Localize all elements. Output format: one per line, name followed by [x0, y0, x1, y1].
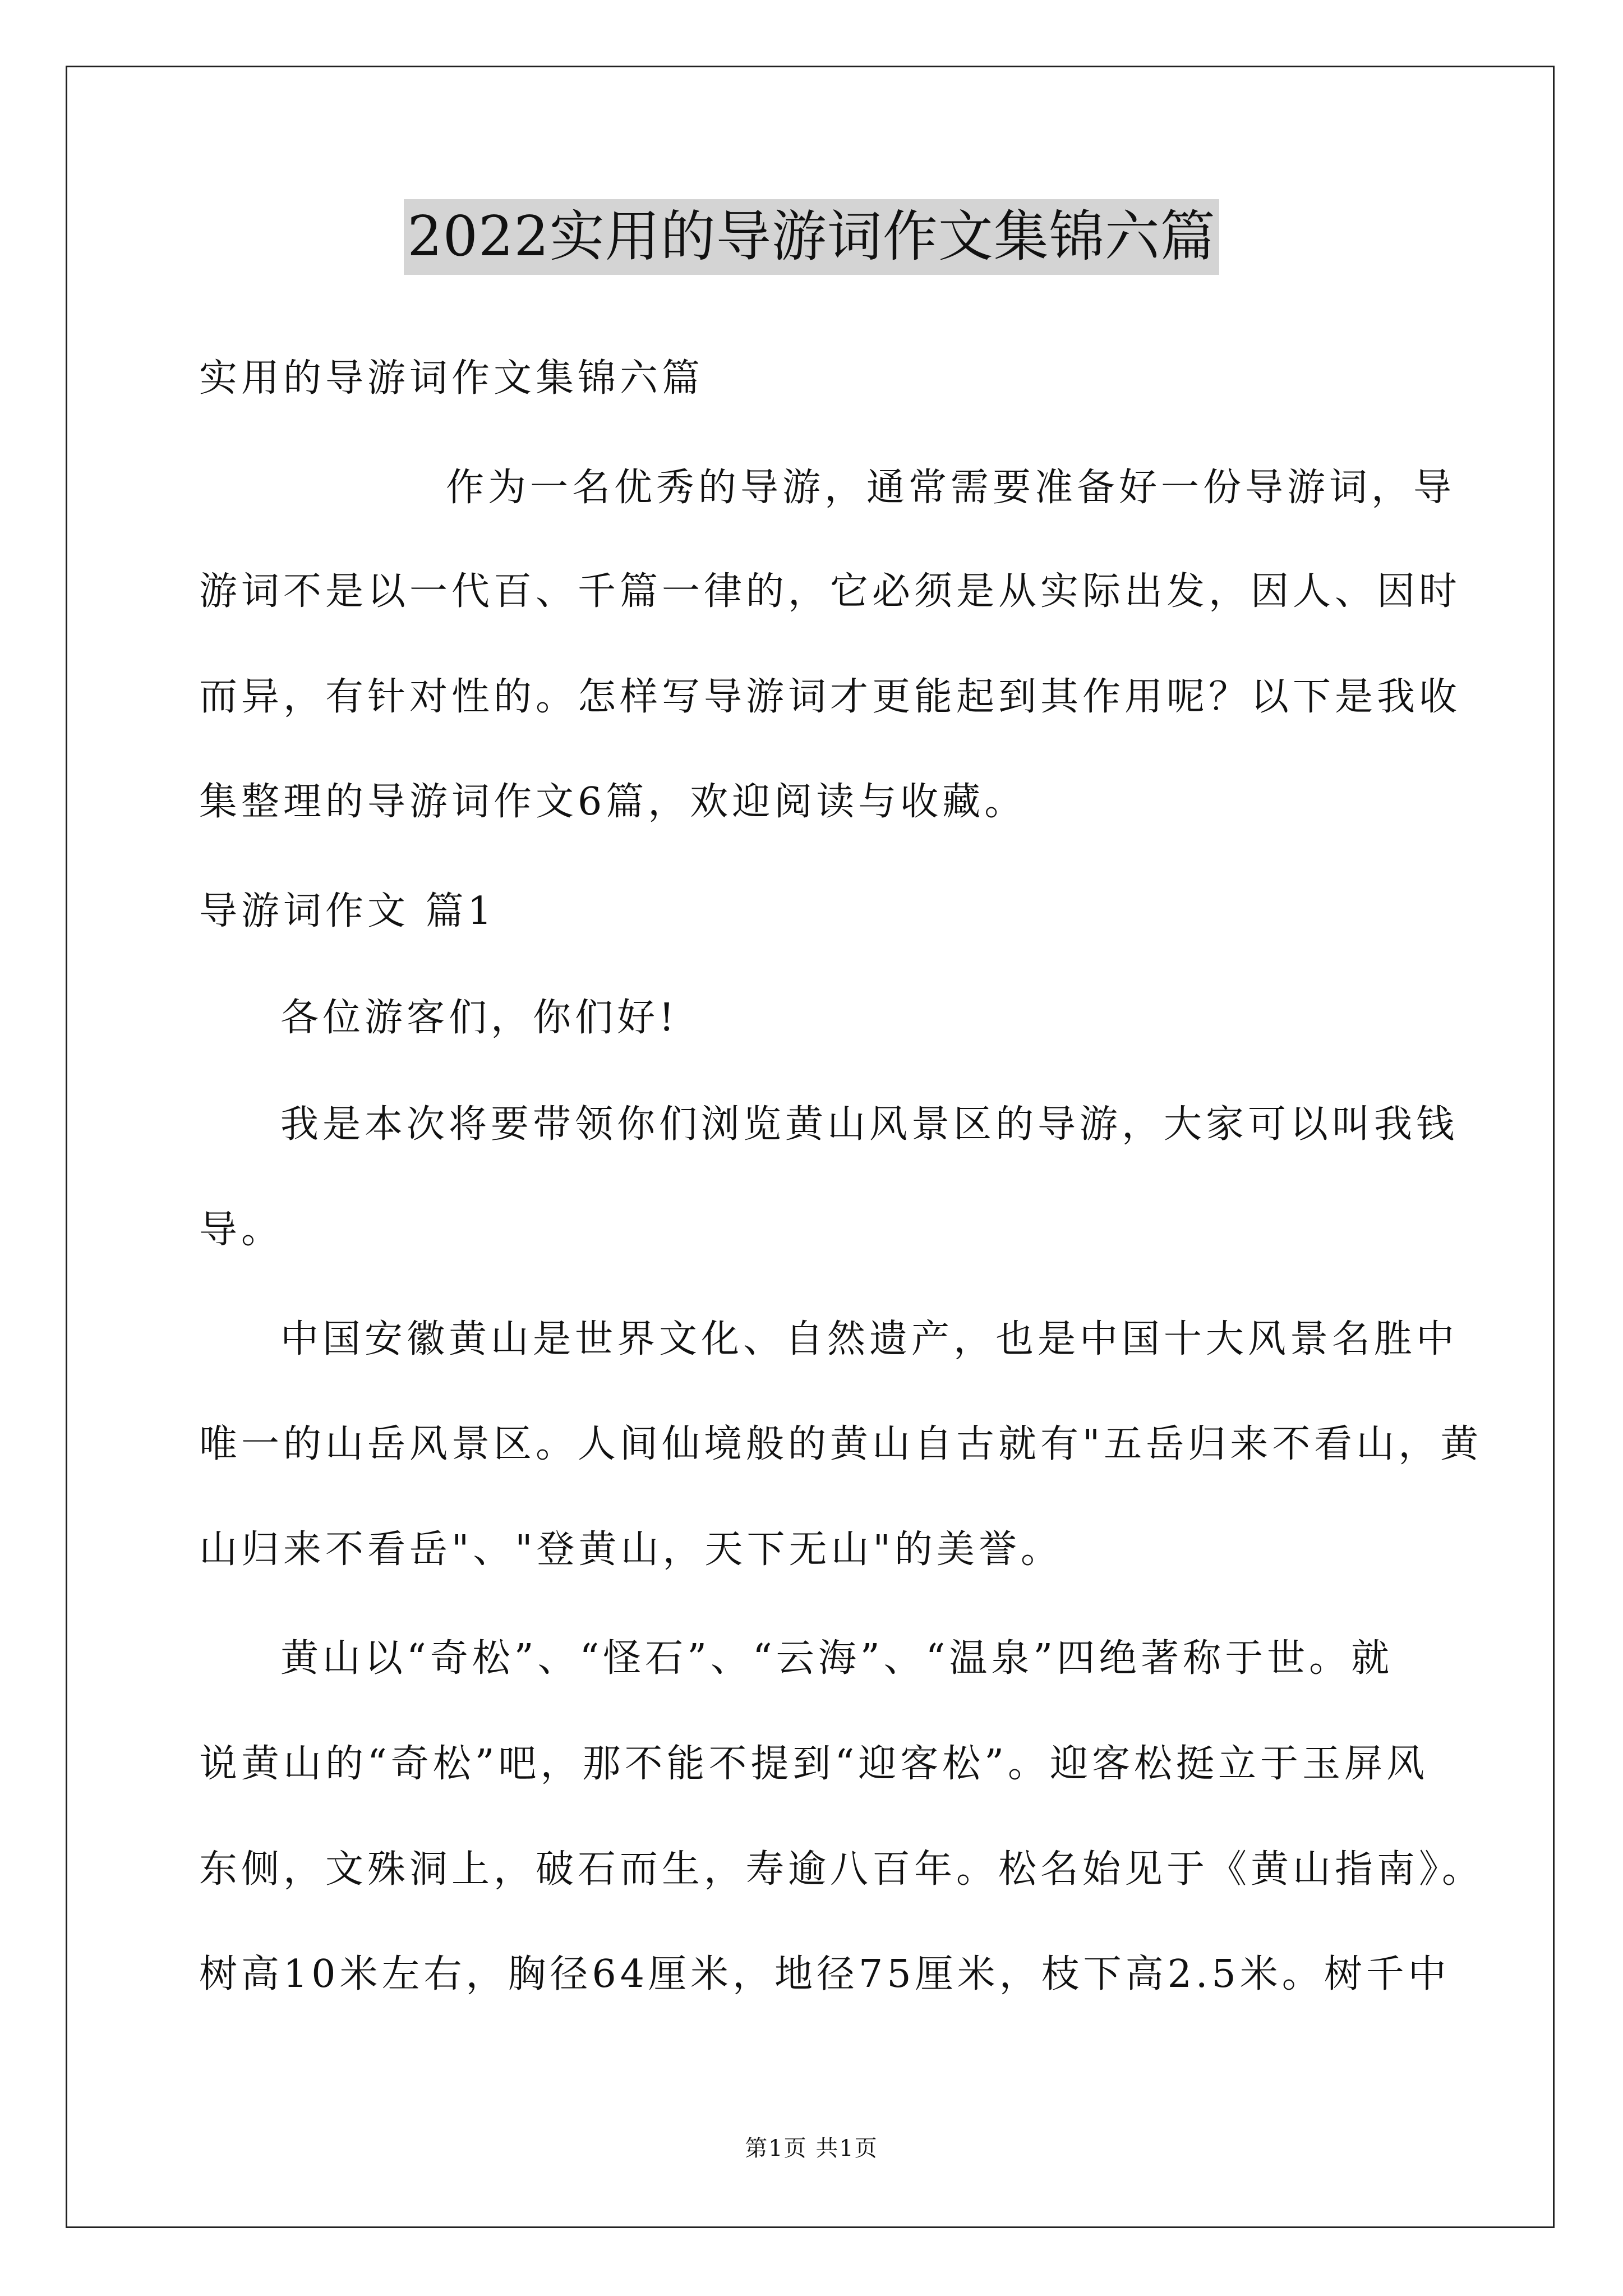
intro-line: 而异，有针对性的。怎样写导游词才更能起到其作用呢？以下是我收	[199, 675, 1461, 719]
body-line: 说黄山的“奇松”吧，那不能不提到“迎客松”。迎客松挺立于玉屏风	[199, 1742, 1429, 1786]
body-line: 唯一的山岳风景区。人间仙境般的黄山自古就有"五岳归来不看山，黄	[199, 1422, 1483, 1466]
document-title: 2022实用的导游词作文集锦六篇	[404, 199, 1219, 275]
section-heading: 导游词作文 篇1	[199, 889, 496, 933]
body-line: 山归来不看岳"、"登黄山，天下无山"的美誉。	[199, 1527, 1063, 1572]
body-line: 中国安徽黄山是世界文化、自然遗产，也是中国十大风景名胜中	[280, 1317, 1459, 1361]
body-line: 各位游客们，你们好!	[280, 996, 679, 1040]
title-container	[0, 199, 1623, 275]
body-line: 我是本次将要带领你们浏览黄山风景区的导游，大家可以叫我钱	[280, 1102, 1459, 1147]
document-subtitle: 实用的导游词作文集锦六篇	[199, 356, 704, 401]
body-line: 树高10米左右，胸径64厘米，地径75厘米，枝下高2.5米。树千中	[199, 1952, 1450, 1996]
intro-line: 作为一名优秀的导游，通常需要准备好一份导游词，导	[446, 466, 1456, 510]
page-number-footer: 第1页 共1页	[745, 2136, 878, 2161]
body-line: 黄山以“奇松”、“怪石”、“云海”、“温泉”四绝著称于世。就	[280, 1636, 1394, 1681]
body-line: 东侧，文殊洞上，破石而生，寿逾八百年。松名始见于《黄山指南》。	[199, 1847, 1484, 1892]
intro-line: 集整理的导游词作文6篇，欢迎阅读与收藏。	[199, 780, 1027, 824]
body-line: 导。	[199, 1208, 284, 1252]
intro-line: 游词不是以一代百、千篇一律的，它必须是从实际出发，因人、因时	[199, 569, 1461, 614]
